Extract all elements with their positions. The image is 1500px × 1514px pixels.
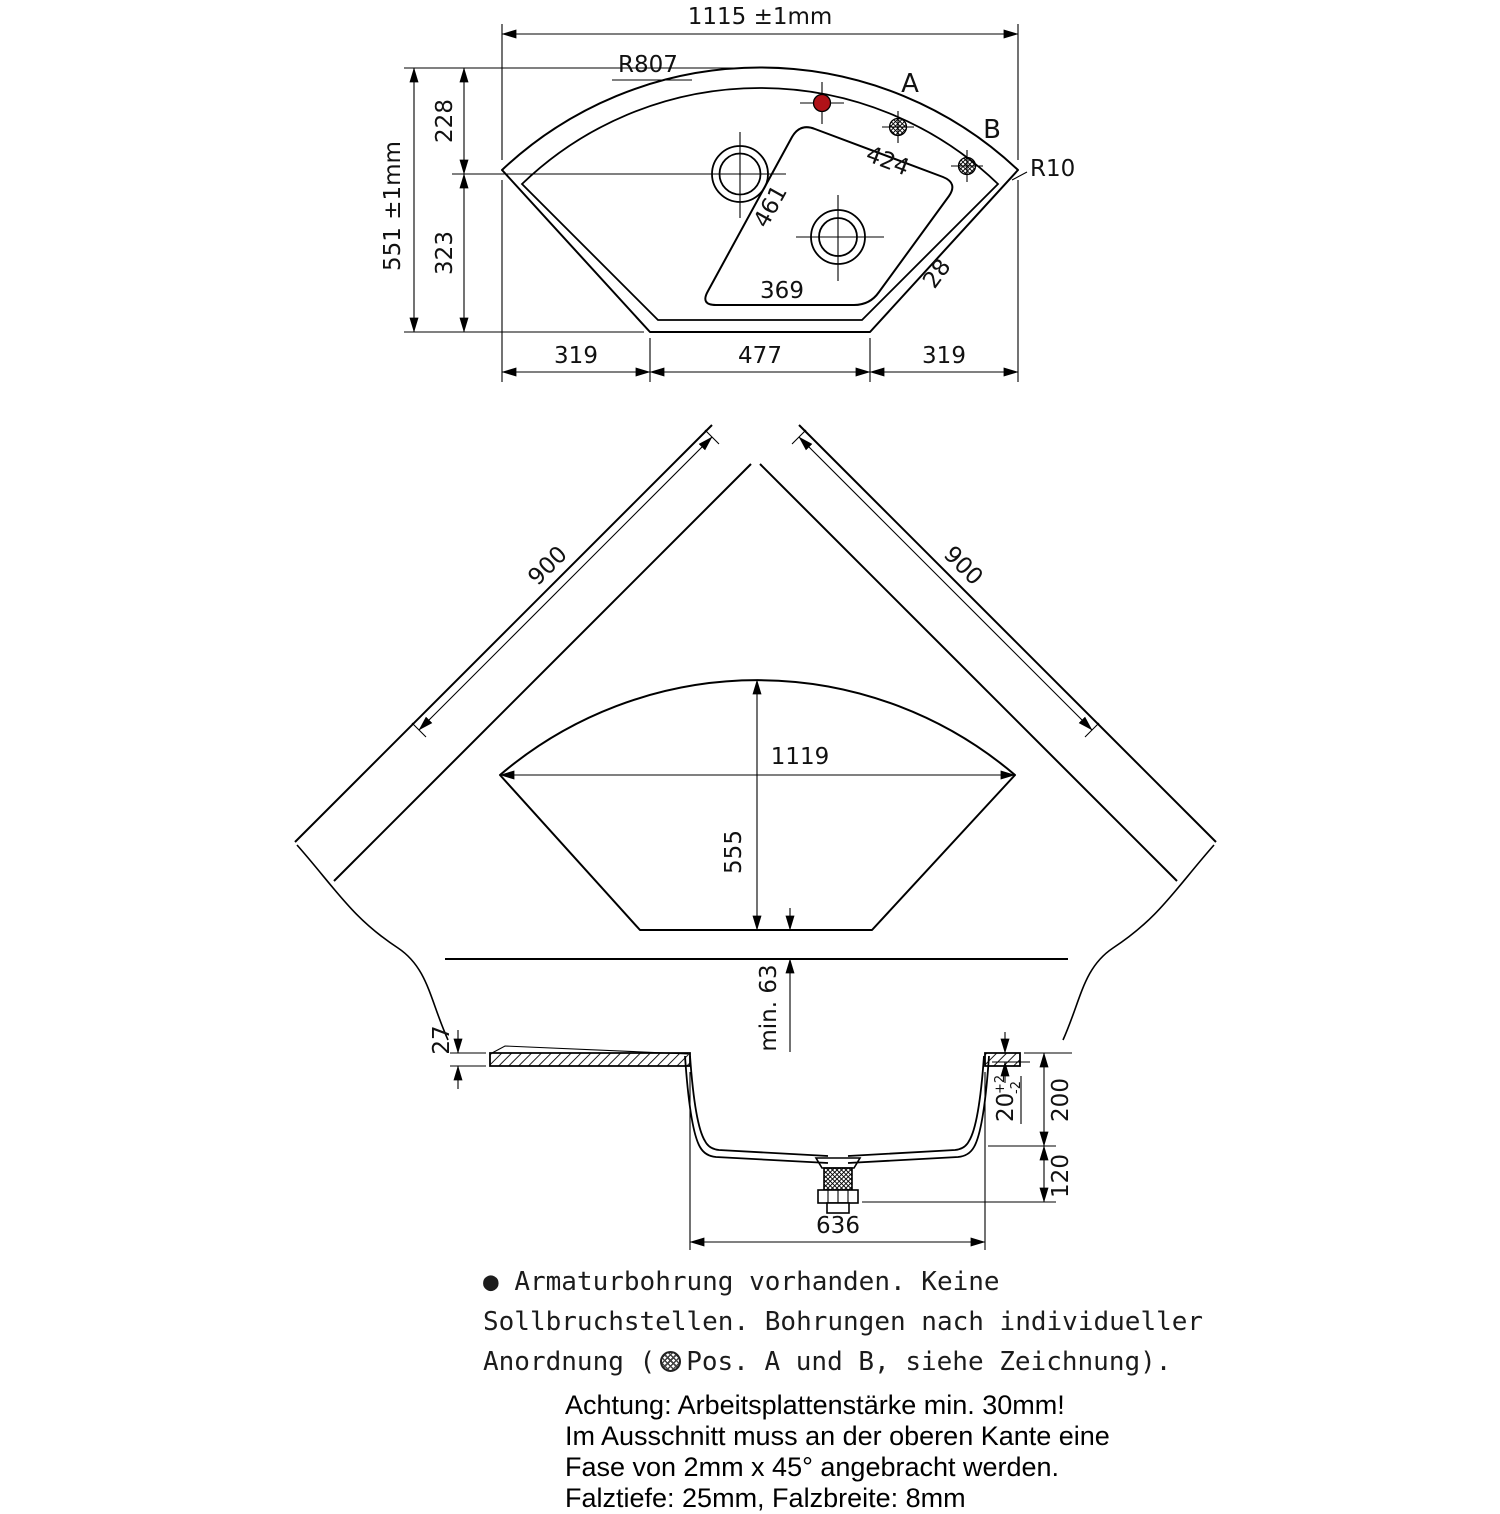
dim-28-label: 28 xyxy=(918,254,957,294)
main-basin-drain xyxy=(796,195,884,281)
optional-hole-b xyxy=(951,150,983,182)
dim-1119-label: 1119 xyxy=(770,744,830,770)
basin-section-inner xyxy=(690,1056,984,1156)
drilling-note xyxy=(483,1262,1203,1382)
dim-overall-width xyxy=(502,4,1018,160)
svg-text:+2: +2 xyxy=(993,1074,1008,1094)
sink-plan-view xyxy=(380,4,1075,382)
dim-20-tolerance xyxy=(992,1032,1030,1124)
break-line-left xyxy=(297,845,448,1040)
hole-b-label: B xyxy=(983,115,1001,145)
svg-text:20: 20 xyxy=(993,1092,1019,1122)
svg-text:477: 477 xyxy=(738,343,782,369)
break-line-right xyxy=(1063,845,1214,1040)
dim-27 xyxy=(429,1025,486,1089)
rim-section-left xyxy=(490,1053,690,1066)
dim-424-label: 424 xyxy=(862,141,913,182)
drain-assembly xyxy=(816,1158,860,1213)
warning-note xyxy=(565,1390,1110,1514)
svg-text:27: 27 xyxy=(429,1025,455,1055)
faucet-hole-existing xyxy=(800,82,844,124)
svg-text:120: 120 xyxy=(1048,1154,1074,1198)
dim-555-label: 555 xyxy=(721,830,747,874)
svg-text:551 ±1mm: 551 ±1mm xyxy=(380,141,406,271)
dim-461-label: 461 xyxy=(748,181,793,233)
left-inner-edge xyxy=(334,464,751,881)
section-view xyxy=(429,1025,1074,1250)
drilling-note-line1: ● Armaturbohrung vorhanden. Keine xyxy=(483,1267,1000,1297)
dim-369-label: 369 xyxy=(760,278,804,304)
hole-a-label: A xyxy=(901,69,919,99)
warning-line1: Achtung: Arbeitsplattenstärke min. 30mm! xyxy=(565,1390,1065,1420)
hatched-hole-icon xyxy=(660,1351,681,1372)
warning-line3: Fase von 2mm x 45° angebracht werden. xyxy=(565,1452,1060,1482)
dim-228-323 xyxy=(432,68,786,332)
svg-text:636: 636 xyxy=(816,1213,860,1239)
warning-line4: Falztiefe: 25mm, Falzbreite: 8mm xyxy=(565,1483,966,1513)
drilling-note-line3: Anordnung ( Pos. A und B, siehe Zeichnung). xyxy=(483,1347,1172,1377)
worktop-cutout-view xyxy=(295,425,1216,1055)
dim-900-left xyxy=(412,430,719,737)
svg-text:1115 ±1mm: 1115 ±1mm xyxy=(687,4,833,30)
svg-text:200: 200 xyxy=(1048,1078,1074,1122)
svg-text:min. 63: min. 63 xyxy=(756,964,782,1052)
drilling-note-line2: Sollbruchstellen. Bohrungen nach individueller xyxy=(483,1307,1204,1337)
radius-corner-label: R10 xyxy=(1030,156,1076,182)
right-wall-edge xyxy=(799,425,1216,842)
rim-section-right xyxy=(985,1053,1020,1066)
right-inner-edge xyxy=(760,464,1177,881)
warning-line2: Im Ausschnitt muss an der oberen Kante eine xyxy=(565,1421,1110,1451)
optional-hole-a xyxy=(882,111,914,143)
dim-636 xyxy=(690,1072,985,1250)
svg-text:323: 323 xyxy=(432,231,458,275)
filled-hole-bullet-icon: ● xyxy=(483,1267,499,1297)
svg-text:319: 319 xyxy=(554,343,598,369)
svg-text:900: 900 xyxy=(938,541,988,591)
basin-section-outer xyxy=(685,1056,989,1163)
dim-200-120 xyxy=(862,1053,1074,1202)
svg-text:319: 319 xyxy=(922,343,966,369)
svg-text:228: 228 xyxy=(432,99,458,143)
radius-back-label: R807 xyxy=(618,52,678,78)
svg-text:900: 900 xyxy=(523,541,573,591)
svg-text:-2: -2 xyxy=(1009,1081,1024,1094)
dim-900-right xyxy=(792,430,1099,737)
